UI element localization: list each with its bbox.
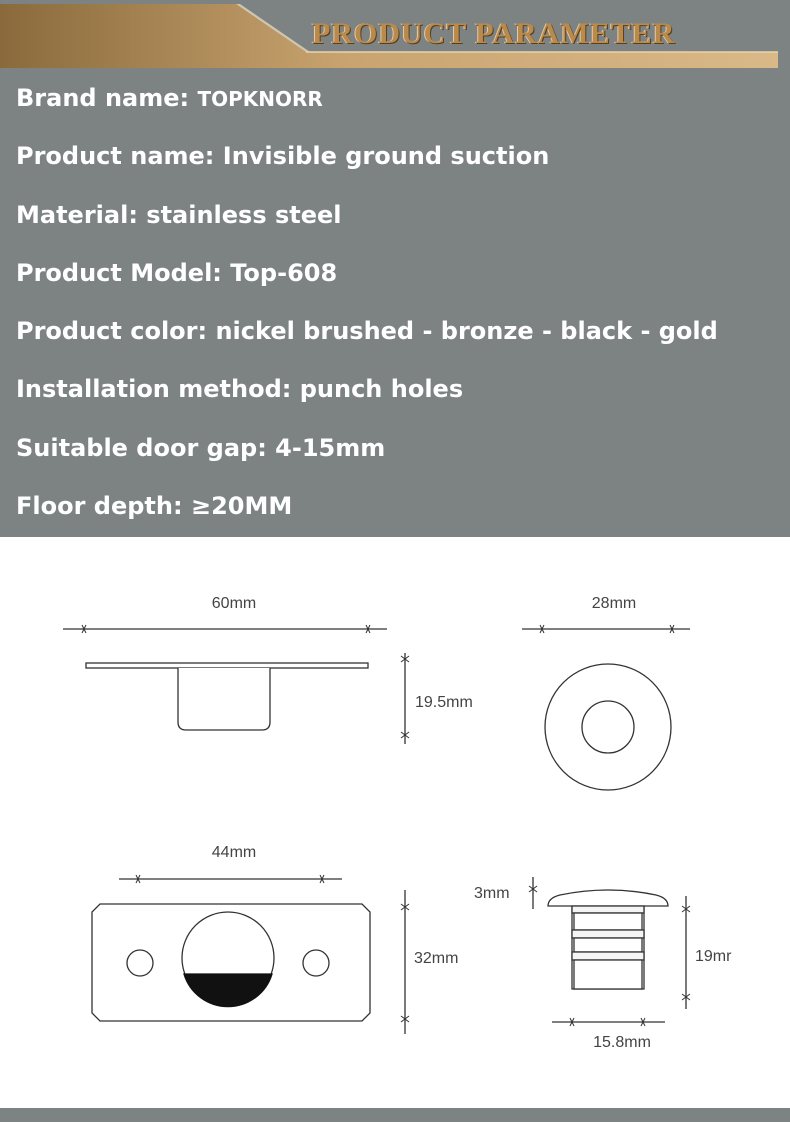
- param-floor-depth: [16, 486, 718, 544]
- round-diameter-label: 28mm: [591, 595, 637, 612]
- param-product-color: [16, 311, 718, 369]
- plate-view-drawing: [92, 844, 458, 1034]
- param-product-model: [16, 253, 718, 311]
- title-banner: [0, 0, 790, 72]
- param-label: Product color:: [16, 317, 208, 346]
- param-value: punch holes: [299, 375, 464, 404]
- side-view-drawing: [63, 595, 473, 744]
- body-width-label: 15.8mm: [593, 1034, 651, 1051]
- param-label: Installation method:: [16, 375, 292, 404]
- param-label: Product Model:: [16, 258, 222, 287]
- param-value: Invisible ground suction: [222, 142, 550, 171]
- side-width-label: 60mm: [211, 595, 257, 612]
- side-height-label: 19.5mm: [415, 694, 473, 711]
- param-value: Top-608: [230, 258, 338, 287]
- param-brand-name: [16, 78, 718, 136]
- page-title: PRODUCT PARAMETER: [312, 17, 676, 50]
- cap-thickness-label: 3mm: [474, 885, 510, 902]
- cap-profile-drawing: [474, 877, 732, 1051]
- plate-width-label: 44mm: [211, 844, 257, 861]
- param-label: Floor depth:: [16, 492, 183, 521]
- body-height-label: 19mr: [695, 948, 732, 965]
- param-value: 4-15mm: [275, 433, 386, 462]
- parameter-list: [16, 78, 718, 544]
- param-value: nickel brushed - bronze - black - gold: [215, 317, 718, 346]
- param-label: Brand name:: [16, 84, 190, 112]
- param-installation-method: [16, 369, 718, 427]
- param-value: stainless steel: [146, 200, 342, 229]
- param-label: Product name:: [16, 142, 215, 171]
- param-material: [16, 195, 718, 253]
- round-top-view-drawing: [522, 595, 690, 790]
- param-door-gap: [16, 428, 718, 486]
- plate-height-label: 32mm: [414, 950, 459, 967]
- param-value: ≥20MM: [190, 492, 293, 521]
- param-label: Suitable door gap:: [16, 433, 267, 462]
- bottom-strip: [0, 1108, 790, 1122]
- dimension-drawing-panel: [0, 537, 790, 1108]
- dimension-drawing: [0, 537, 790, 1108]
- param-product-name: [16, 136, 718, 194]
- param-value: TOPKNORR: [197, 87, 323, 111]
- param-label: Material:: [16, 200, 138, 229]
